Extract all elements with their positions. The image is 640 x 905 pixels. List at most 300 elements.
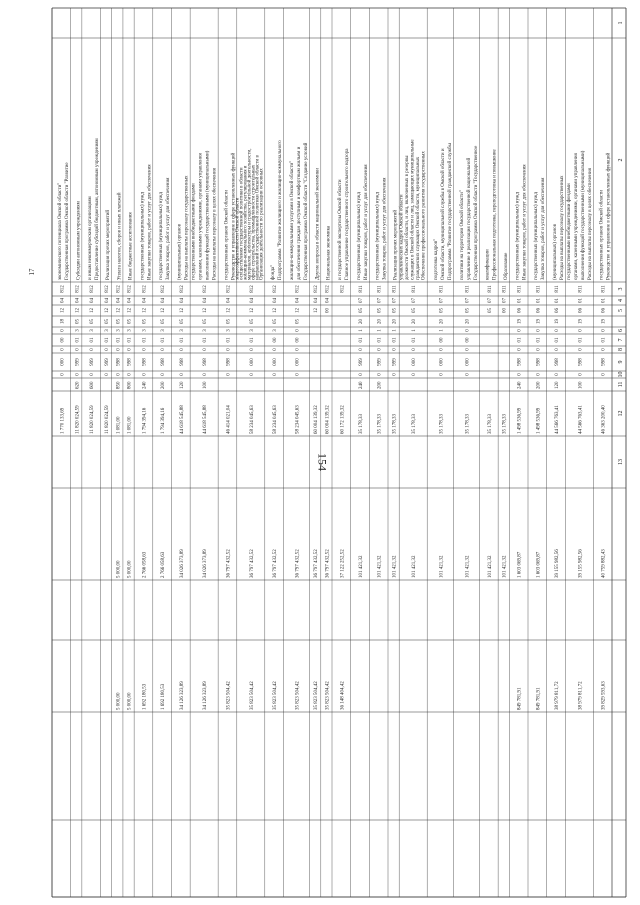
cell-v12: 36 148 404,42: [340, 681, 346, 710]
row-name: Иные закупки товаров, работ и услуг для обеспечения: [147, 164, 153, 280]
cell-vr: 850: [116, 381, 122, 389]
cell-k2: 3: [75, 329, 81, 332]
cell-k3: 01: [161, 337, 167, 343]
row-name: (муниципальных) органов: [177, 223, 183, 280]
cell-k4: 0: [555, 348, 560, 351]
cell-v10: 101 421,32: [359, 555, 364, 578]
cell-k2: 0: [60, 329, 66, 332]
cell-v10: 39 155 982,56: [555, 549, 560, 578]
cell-k1: 05: [249, 319, 255, 324]
cell-k3: 00: [439, 337, 445, 343]
cell-k1: 05: [161, 319, 167, 324]
cell-c3: 811: [487, 285, 493, 293]
cell-k1: 20: [412, 319, 418, 324]
row-name: жилищно-коммунальными услугами в Омской области": [290, 160, 296, 280]
row-name: Подпрограмма "Развитие жилищного и жилищно-коммунального: [277, 140, 283, 280]
cell-c5: 12: [249, 308, 255, 313]
row-name: Реализация прочих мероприятий: [106, 209, 112, 280]
cell-k6: 0: [392, 373, 398, 376]
cell-c4: 04: [161, 298, 167, 303]
cell-k5: 998: [179, 358, 185, 366]
cell-c3: 811: [412, 285, 418, 293]
column-header: 5: [618, 309, 624, 312]
row-name: Обеспечение профессионального развития государственных: [421, 151, 427, 280]
column-header: 13: [618, 459, 624, 465]
cell-vr: 240: [142, 381, 148, 389]
cell-k1: 18: [60, 319, 66, 324]
cell-v10: 5 000,00: [127, 560, 133, 578]
cell-k6: 0: [359, 373, 364, 376]
cell-v8: 35 178,33: [439, 414, 445, 434]
cell-v8: 60 004 139,32: [325, 405, 331, 434]
row-name: Омской области, муниципальной службы в Омской области и: [440, 148, 446, 280]
cell-k6: 0: [116, 373, 122, 376]
cell-vr: 100: [203, 381, 209, 389]
cell-v12: 35 823 504,42: [226, 681, 232, 710]
cell-k4: 0: [90, 348, 96, 351]
cell-k5: 998: [142, 358, 148, 366]
cell-k5: 000: [249, 358, 255, 366]
cell-c5: 12: [90, 308, 96, 313]
cell-k1: 19: [555, 319, 560, 324]
cell-c3: 811: [578, 285, 584, 293]
cell-k4: 0: [439, 348, 445, 351]
cell-v10: 101 421,32: [377, 555, 383, 578]
cell-k1: 20: [359, 319, 364, 324]
cell-v10: 36 797 432,52: [325, 549, 331, 578]
cell-c4: 04: [142, 298, 148, 303]
cell-c3: 812: [226, 285, 232, 293]
cell-k5: 998: [555, 358, 560, 366]
cell-k4: 0: [142, 348, 148, 351]
cell-k4: 0: [105, 348, 111, 351]
cell-k4: 0: [377, 348, 383, 351]
cell-c3: 812: [75, 285, 81, 293]
cell-k5: 000: [439, 358, 445, 366]
row-name: (муниципальных) органов: [552, 223, 558, 280]
row-name: фонда": [270, 264, 276, 280]
cell-k1: 05: [203, 319, 209, 324]
cell-k5: 999: [359, 358, 364, 366]
cell-c4: 07: [412, 298, 418, 303]
cell-k4: 0: [226, 348, 232, 351]
cell-c3: 812: [340, 285, 346, 293]
cell-c3: 812: [60, 285, 66, 293]
cell-c3: 811: [536, 285, 542, 293]
cell-k6: 0: [179, 373, 185, 376]
cell-v12: 35 823 504,42: [325, 681, 331, 710]
cell-c3: 811: [439, 285, 445, 293]
cell-c3: 811: [555, 285, 560, 293]
cell-k5: 999: [105, 358, 111, 366]
cell-k6: 0: [465, 373, 471, 376]
cell-k2: 3: [127, 329, 133, 332]
row-name: Субсидии автономным учреждениям: [76, 201, 82, 280]
cell-c4: 04: [325, 298, 331, 303]
row-name: квалификации: [485, 249, 491, 280]
cell-vr: 240: [359, 381, 364, 389]
cell-v8: 1 498 536,99: [517, 407, 523, 434]
row-name: служащих в Омской области и лиц, замещающих муниципальные: [410, 139, 416, 280]
cell-k2: 1: [392, 329, 398, 332]
cell-c3: 812: [273, 285, 279, 293]
column-header: 6: [618, 329, 624, 332]
row-name: направлений государственной политики Омской области в: [255, 155, 261, 280]
cell-v10: 36 797 432,52: [249, 549, 255, 578]
cell-vr: 200: [536, 381, 542, 389]
cell-v10: 2 766 058,63: [142, 551, 148, 578]
cell-v8: 58 234 045,63: [249, 405, 255, 434]
row-name: государственных (муниципальных) нужд: [375, 192, 381, 280]
cell-v10: 2 766 058,63: [161, 551, 167, 578]
cell-v8: 1 498 536,99: [536, 407, 542, 434]
cell-v8: 44 566 763,41: [578, 405, 584, 434]
row-name: и государственной экспертизы Омской области: [338, 179, 344, 280]
cell-v12: 39 829 593,63: [601, 681, 607, 710]
cell-k6: 0: [555, 373, 560, 376]
row-name: государственными внебюджетными фондами: [191, 183, 197, 280]
cell-v10: 36 797 432,52: [226, 549, 232, 578]
cell-v10: 37 122 252,52: [340, 549, 346, 578]
row-name: Реализация прочих мероприятий: [393, 209, 399, 280]
cell-v8: 58 234 045,63: [273, 405, 279, 434]
cell-k3: 01: [179, 337, 185, 343]
cell-k4: 0: [127, 348, 133, 351]
cell-vr: 600: [90, 381, 96, 389]
cell-k4: 0: [249, 348, 255, 351]
cell-vr: 800: [127, 381, 133, 389]
row-name: государственными внебюджетными фондами: [566, 183, 572, 280]
cell-v8: 35 178,33: [412, 414, 418, 434]
column-header: 2: [618, 158, 624, 162]
cell-c4: 07: [439, 298, 445, 303]
cell-k2: 0: [555, 329, 560, 332]
cell-v10: 1 603 069,87: [536, 551, 542, 578]
cell-c3: 812: [314, 285, 320, 293]
cell-v12: 35 823 504,42: [295, 681, 301, 710]
cell-c3: 811: [601, 285, 607, 293]
cell-c4: 01: [555, 298, 560, 303]
cell-k5: 999: [75, 358, 81, 366]
cell-k6: 0: [249, 373, 255, 376]
cell-c5: 05: [377, 308, 383, 313]
cell-k3: 01: [377, 337, 383, 343]
cell-k6: 0: [203, 373, 209, 376]
cell-v12: 38 979 811,72: [578, 681, 584, 710]
cell-k2: 1: [359, 329, 364, 332]
cell-k3: 01: [203, 337, 209, 343]
row-name: Иные бюджетные ассигнования: [128, 212, 134, 280]
cell-k1: 05: [179, 319, 185, 324]
cell-k3: 01: [412, 337, 418, 343]
cell-k4: 0: [75, 348, 81, 351]
cell-v8: 35 178,33: [465, 414, 471, 434]
cell-c4: 07: [502, 298, 508, 303]
cell-k5: 999: [392, 358, 398, 366]
cell-k4: 0: [359, 348, 364, 351]
cell-k6: 0: [517, 373, 523, 376]
cell-v10: 36 797 432,52: [273, 549, 279, 578]
cell-v12: 849 781,91: [517, 687, 523, 710]
row-name: Расходы на выплаты персоналу государственных: [184, 175, 190, 280]
row-name: государственных (муниципальных) нужд: [515, 192, 521, 280]
row-name: должности Омской области, и лиц, включенных в резервы: [404, 155, 410, 280]
cell-k5: 000: [295, 358, 301, 366]
cell-k3: 01: [578, 337, 584, 343]
cell-c5: 06: [555, 308, 560, 313]
cell-k2: 3: [179, 329, 185, 332]
cell-k6: 0: [105, 373, 111, 376]
cell-c5: 06: [517, 308, 523, 313]
cell-k3: 01: [127, 337, 133, 343]
cell-k6: 0: [412, 373, 418, 376]
cell-v10: 101 421,32: [502, 555, 508, 578]
cell-c5: 05: [465, 308, 471, 313]
cell-c4: 07: [465, 298, 471, 303]
cell-v8: 60 172 139,32: [340, 405, 346, 434]
cell-k4: 0: [203, 348, 209, 351]
row-name: Руководство и управление в сфере установленных функций: [231, 152, 237, 280]
column-header: 4: [618, 299, 624, 302]
cell-k5: 999: [377, 358, 383, 366]
row-name: государственных (муниципальных) нужд: [158, 192, 164, 280]
cell-k4: 0: [161, 348, 167, 351]
cell-v8: 35 178,33: [392, 414, 398, 434]
cell-k6: 0: [127, 373, 133, 376]
cell-c5: 05: [392, 308, 398, 313]
cell-v8: 1 081,00: [127, 416, 133, 434]
row-name: выполнения функций государственными (муниципальными): [205, 150, 211, 280]
cell-c3: 812: [179, 285, 185, 293]
cell-k4: 0: [536, 348, 542, 351]
cell-k5: 998: [127, 358, 133, 366]
cell-k6: 0: [377, 373, 383, 376]
cell-k2: 3: [116, 329, 122, 332]
cell-c5: 12: [127, 308, 133, 313]
column-header: 7: [618, 338, 624, 342]
row-name: политики на территории Омской области": [459, 190, 465, 280]
cell-k3: 00: [60, 337, 66, 343]
cell-k6: 0: [142, 373, 148, 376]
cell-v10: 40 759 882,43: [601, 549, 607, 578]
cell-v12: 35 823 504,42: [249, 681, 255, 710]
column-header: 3: [618, 287, 624, 291]
cell-k3: 01: [392, 337, 398, 343]
cell-k4: 0: [601, 348, 607, 351]
cell-k4: 0: [465, 348, 471, 351]
row-name: Организация деятельности по реализации основных: [259, 168, 265, 280]
cell-c4: 04: [203, 298, 209, 303]
cell-c3: 811: [359, 285, 364, 293]
cell-c5: 00: [325, 308, 331, 313]
row-name: материалов, архитектуры и градостроительной деятельности,: [247, 148, 253, 280]
cell-c4: 04: [249, 298, 255, 303]
cell-k5: 998: [226, 358, 232, 366]
cell-k5: 998: [203, 358, 209, 366]
cell-k6: 0: [601, 373, 607, 376]
cell-v12: 1 692 180,53: [161, 683, 167, 710]
cell-k1: 19: [578, 319, 584, 324]
cell-c5: 06: [601, 308, 607, 313]
cell-k4: 0: [273, 348, 279, 351]
cell-v8: 11 820 024,59: [90, 405, 96, 434]
cell-v8: 44 566 763,41: [555, 405, 560, 434]
cell-v8: 1 794 394,16: [142, 407, 148, 434]
cell-k6: 0: [536, 373, 542, 376]
row-name: гражданских служащих Омской области, муниципальных: [416, 156, 422, 280]
cell-k5: 000: [60, 358, 66, 366]
cell-c4: 04: [90, 298, 96, 303]
cell-k5: 998: [161, 358, 167, 366]
cell-vr: 120: [179, 381, 185, 389]
cell-v8: 60 004 139,32: [314, 405, 320, 434]
row-name: Расходы на выплаты персоналу в целях обеспечения: [587, 168, 593, 280]
cell-k2: 3: [273, 329, 279, 332]
cell-c3: 811: [502, 285, 508, 293]
cell-v12: 849 781,91: [536, 687, 542, 710]
cell-v8: 58 234 045,63: [295, 405, 301, 434]
cell-c3: 812: [325, 285, 331, 293]
cell-v8: 35 178,33: [359, 414, 364, 434]
cell-v8: 35 178,33: [377, 414, 383, 434]
column-header: 11: [618, 381, 624, 388]
cell-k1: 20: [377, 319, 383, 324]
cell-v12: 35 823 504,42: [314, 681, 320, 710]
cell-k1: 05: [116, 319, 122, 324]
cell-k2: 0: [536, 329, 542, 332]
cell-k3: 01: [517, 337, 523, 343]
cell-k5: 000: [412, 358, 418, 366]
cell-c4: 01: [578, 298, 584, 303]
cell-v8: 1 081,00: [116, 416, 122, 434]
cell-c4: 04: [226, 298, 232, 303]
cell-v10: 5 000,00: [116, 560, 122, 578]
cell-c5: 12: [75, 308, 81, 313]
cell-k4: 0: [578, 348, 584, 351]
cell-k3: 01: [359, 337, 364, 343]
cell-k1: 20: [392, 319, 398, 324]
cell-vr: 100: [578, 381, 584, 389]
cell-k2: 0: [601, 329, 607, 332]
cell-c4: 04: [314, 298, 320, 303]
cell-c4: 04: [179, 298, 185, 303]
cell-k6: 0: [161, 373, 167, 376]
cell-c3: 812: [116, 285, 122, 293]
row-name: Предоставление субсидий бюджетным, автономным учреждениям: [95, 138, 101, 280]
cell-c4: 07: [392, 298, 398, 303]
cell-c5: 12: [273, 308, 279, 313]
cell-c4: 04: [273, 298, 279, 303]
cell-k2: 3: [226, 329, 232, 332]
cell-k2: 3: [90, 329, 96, 332]
cell-vr: 240: [517, 381, 523, 389]
row-name: Подпрограмма "Развитие государственной гражданской службы: [447, 143, 453, 280]
cell-v12: 34 126 323,89: [179, 681, 185, 710]
cell-k6: 0: [273, 373, 279, 376]
row-name: управление и реализация государственной национальной: [466, 157, 472, 280]
cell-c4: 07: [359, 298, 364, 303]
cell-c5: 05: [412, 308, 418, 313]
cell-k4: 0: [517, 348, 523, 351]
row-name: выполнения функций государственными (муниципальными): [580, 150, 586, 280]
cell-k2: 3: [249, 329, 255, 332]
row-name: осуществления государственной политики в области: [239, 167, 245, 280]
cell-c4: 01: [536, 298, 542, 303]
cell-c4: 04: [127, 298, 133, 303]
row-name: экономического потенциала Омской области": [58, 182, 64, 280]
cell-c5: 06: [536, 308, 542, 313]
row-name: Государственная программа Омской области "Государственное: [473, 145, 479, 280]
cell-v10: 39 155 982,56: [578, 549, 584, 578]
row-name: органами, казенными учреждениями, органами управления: [198, 153, 204, 280]
cell-v10: 101 421,32: [439, 555, 445, 578]
cell-k3: 01: [555, 337, 560, 343]
cell-c5: 05: [487, 308, 493, 313]
cell-v8: 11 820 024,59: [75, 405, 81, 434]
row-name: для обеспечения граждан доступным и комфортным жильем и: [297, 146, 303, 280]
row-name: энергоэффективности Омской области: [235, 197, 241, 280]
row-name: Расходы на выплаты персоналу в целях обеспечения: [212, 168, 218, 280]
cell-v10: 101 421,32: [392, 555, 398, 578]
cell-k2: 3: [142, 329, 148, 332]
row-name: государственных (муниципальных) нужд: [140, 192, 146, 280]
row-name: государственных (муниципальных) нужд: [534, 192, 540, 280]
row-name: Расходы на выплаты персоналу государственных: [559, 175, 565, 280]
cell-c4: 07: [377, 298, 383, 303]
cell-k5: 998: [517, 358, 523, 366]
cell-vr: 200: [377, 381, 383, 389]
cell-c5: 12: [203, 308, 209, 313]
row-name: управленческих кадров Омской области: [399, 194, 405, 280]
cell-k4: 0: [60, 348, 66, 351]
row-name: Главное управление государственного строительного надзора: [345, 148, 351, 280]
cell-v8: 35 178,33: [487, 414, 493, 434]
cell-k5: 998: [536, 358, 542, 366]
cell-k3: 01: [105, 337, 111, 343]
cell-c3: 812: [161, 285, 167, 293]
cell-c3: 812: [295, 285, 301, 293]
cell-v12: 38 979 811,72: [555, 681, 560, 710]
cell-v12: 35 823 504,42: [273, 681, 279, 710]
cell-v10: 101 421,32: [487, 555, 493, 578]
cell-c5: 05: [439, 308, 445, 313]
cell-c3: 812: [142, 285, 148, 293]
cell-k1: 05: [75, 319, 81, 324]
row-name: Образование: [503, 252, 509, 280]
cell-c3: 812: [90, 285, 96, 293]
cell-v8: 35 178,33: [502, 414, 508, 434]
cell-v10: 36 797 432,52: [314, 549, 320, 578]
cell-k2: 3: [203, 329, 209, 332]
page-number: 154: [315, 453, 330, 471]
cell-k4: 0: [295, 348, 301, 351]
cell-v10: 34 026 373,89: [203, 549, 209, 578]
row-name: Иные закупки товаров, работ и услуг для обеспечения: [522, 164, 528, 280]
cell-k1: 05: [105, 319, 111, 324]
cell-k1: 05: [142, 319, 148, 324]
cell-c3: 811: [377, 285, 383, 293]
cell-k3: 00: [273, 337, 279, 343]
cell-k2: 3: [105, 329, 111, 332]
column-header: 10: [618, 371, 624, 378]
row-name: Руководство и управление в сфере установленных функций: [606, 152, 612, 280]
row-name: государственных органов Омской области: [224, 190, 230, 280]
column-header: 9: [618, 360, 624, 364]
cell-c5: 12: [60, 308, 66, 313]
cell-c4: 04: [75, 298, 81, 303]
cell-c5: 12: [295, 308, 301, 313]
cell-k3: 00: [465, 337, 471, 343]
